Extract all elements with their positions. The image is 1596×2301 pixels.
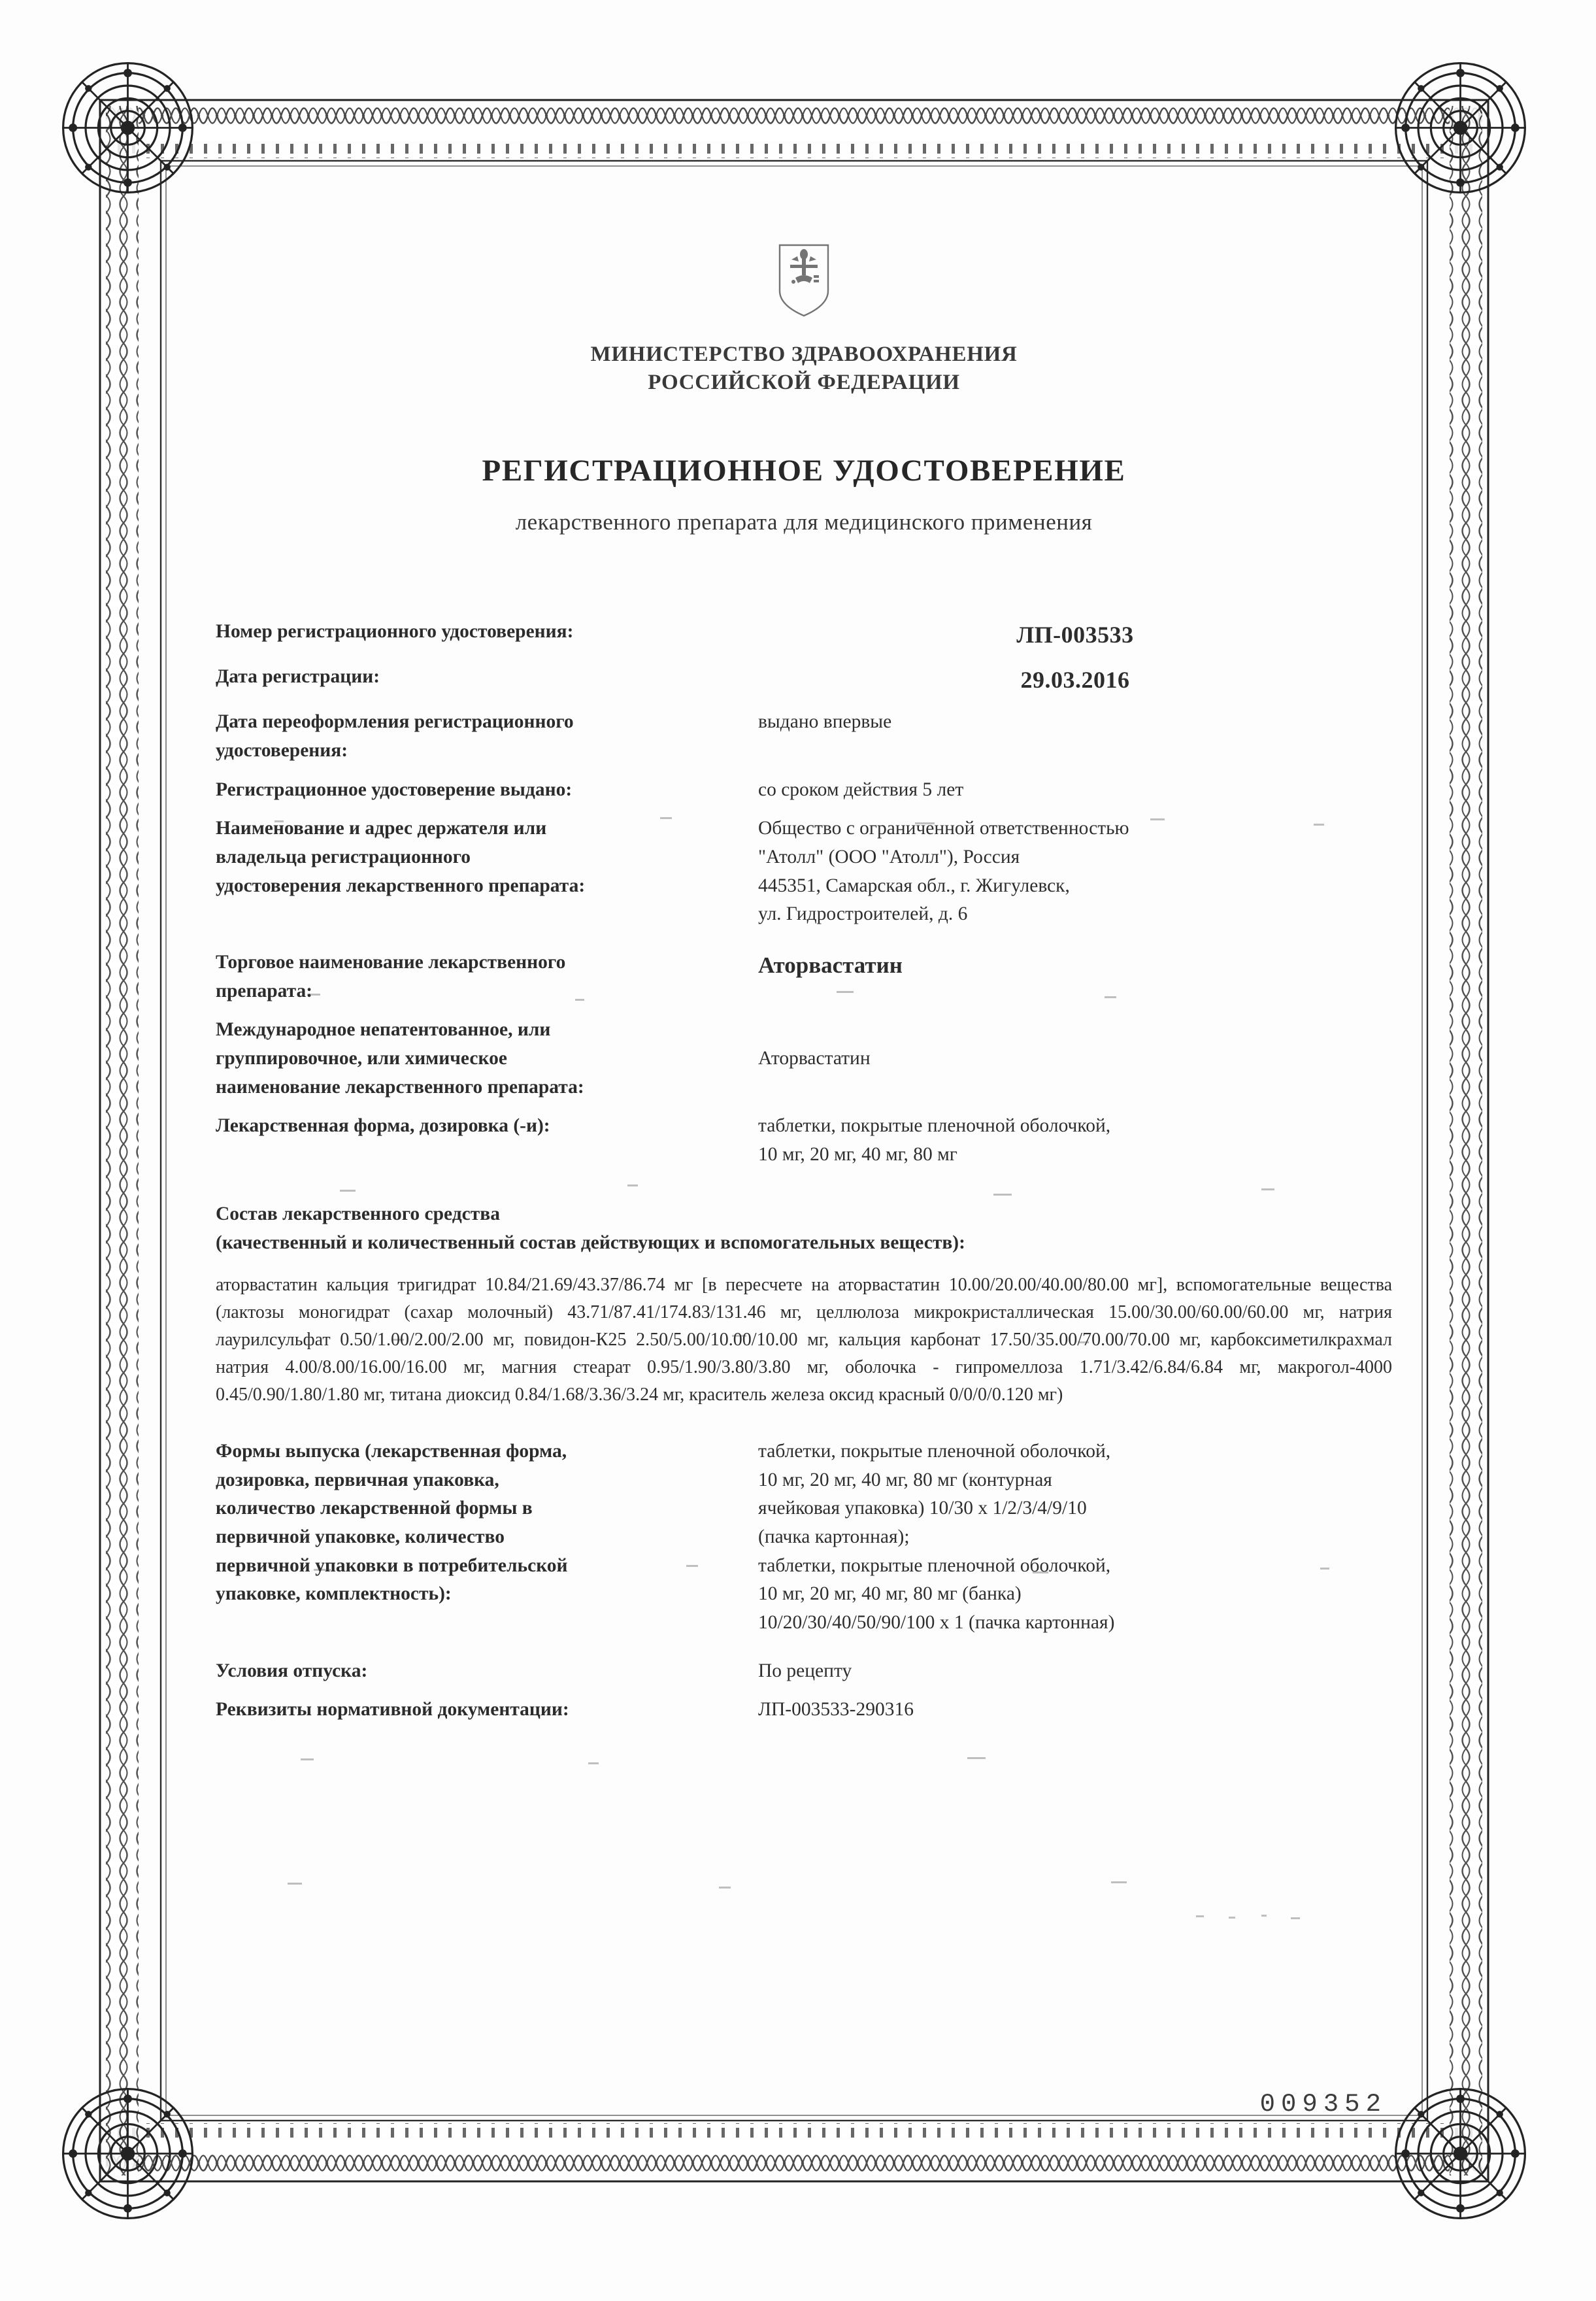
value-reg-date: 29.03.2016: [1020, 667, 1130, 694]
label-inn-line-1: Международное непатентованное, или: [216, 1019, 551, 1041]
label-release-forms-line-3: количество лекарственной формы в: [216, 1498, 533, 1519]
corner-rosette-top-left: [58, 58, 198, 198]
value-release-forms-line-5: таблетки, покрытые пленочной оболочкой,: [758, 1554, 1111, 1576]
label-holder: [216, 815, 758, 900]
ministry-line-1: МИНИСТЕРСТВО ЗДРАВООХРАНЕНИЯ: [590, 343, 1018, 366]
label-reissue-date-line-2: удостоверения:: [216, 739, 348, 761]
label-inn-line-2: группировочное, или химическое: [216, 1047, 507, 1069]
label-inn: [216, 1016, 758, 1101]
label-release-forms-line-2: дозировка, первичная упаковка,: [216, 1469, 499, 1490]
label-trade-name-line-1: Торговое наименование лекарственного: [216, 951, 566, 973]
ministry-heading: [216, 341, 1392, 397]
value-release-forms: [758, 1437, 1392, 1638]
value-release-forms-line-3: ячейковая упаковка) 10/30 х 1/2/3/4/9/10: [758, 1498, 1087, 1519]
value-dispensing: По рецепту: [758, 1660, 852, 1681]
value-holder-line-1: Общество с ограниченной ответственностью: [758, 818, 1129, 839]
label-release-forms-line-5: первичной упаковки в потребительской: [216, 1554, 568, 1576]
value-reissue-date: выдано впервые: [758, 711, 892, 733]
label-issued-with: Регистрационное удостоверение выдано:: [216, 779, 573, 800]
label-release-forms-line-1: Формы выпуска (лекарственная форма,: [216, 1441, 567, 1462]
corner-rosette-bottom-left: [58, 2083, 198, 2224]
label-normative-docs: Реквизиты нормативной документации:: [216, 1699, 569, 1721]
field-row-issued-with: [216, 776, 1392, 805]
label-release-forms-line-4: первичной упаковке, количество: [216, 1526, 505, 1547]
label-release-forms: [216, 1437, 758, 1609]
label-trade-name-line-2: препарата:: [216, 980, 313, 1001]
field-row-dispensing: [216, 1657, 1392, 1686]
composition-text: аторвастатин кальция тригидрат 10.84/21.69/43.37/86.74 мг [в пересчете на аторвастатин 10.00/20.00/40.00/80.00 мг], вспомогательные вещества (лактозы моногидрат (сахар молочный) 43.71/87.41/174.83/131.46 мг, целлюлоза микрокристаллическая 15.00/30.00/60.00/60.00 мг, натрия лаурилсульфат 0.50/1.00/2.00/2.00 мг, повидон-К25 2.50/5.00/10.00/10.00 мг, кальция карбонат 17.50/35.00/70.00/70.00 мг, карбоксиметилкрахмал натрия 4.00/8.00/16.00/16.00 мг, магния стеарат 0.95/1.90/3.80/3.80 мг, оболочка - гипромеллоза 1.71/3.42/6.84/6.84 мг, макрогол-4000 0.45/0.90/1.80/1.80 мг, титана диоксид 0.84/1.68/3.36/3.24 мг, краситель железа оксид красный 0/0/0/0.120 мг): [216, 1275, 1392, 1405]
label-inn-line-3: наименование лекарственного препарата:: [216, 1076, 584, 1098]
label-holder-line-2: владельца регистрационного: [216, 846, 471, 867]
emblem-container: [216, 244, 1392, 317]
composition-heading-line-2: (качественный и количественный состав действующих и вспомогательных веществ):: [216, 1232, 965, 1253]
value-inn: Аторвастатин: [758, 1048, 871, 1069]
value-release-forms-line-4: (пачка картонная);: [758, 1526, 910, 1547]
field-row-release-forms: [216, 1437, 1392, 1638]
label-reg-number: Номер регистрационного удостоверения:: [216, 620, 574, 642]
value-normative-docs: ЛП-003533-290316: [758, 1699, 914, 1721]
label-holder-line-3: удостоверения лекарственного препарата:: [216, 875, 586, 896]
label-reissue-date-line-1: Дата переоформления регистрационного: [216, 711, 574, 733]
value-holder-line-4: ул. Гидростроителей, д. 6: [758, 903, 968, 925]
ministry-line-2: РОССИЙСКОЙ ФЕДЕРАЦИИ: [648, 370, 960, 394]
field-row-reg-number: [216, 618, 1392, 652]
label-reissue-date: [216, 708, 758, 765]
label-reg-date: Дата регистрации:: [216, 666, 380, 688]
corner-rosette-bottom-right: [1390, 2083, 1531, 2224]
value-release-forms-line-6: 10 мг, 20 мг, 40 мг, 80 мг (банка): [758, 1583, 1022, 1605]
value-dosage-form-line-1: таблетки, покрытые пленочной оболочкой,: [758, 1115, 1111, 1137]
composition-heading: [216, 1200, 1392, 1258]
field-row-reissue-date: [216, 708, 1392, 765]
field-row-holder: [216, 815, 1392, 929]
label-dosage-form: Лекарственная форма, дозировка (-и):: [216, 1115, 550, 1137]
value-issued-with: со сроком действия 5 лет: [758, 779, 964, 800]
field-row-dosage-form: [216, 1112, 1392, 1169]
label-holder-line-1: Наименование и адрес держателя или: [216, 818, 547, 839]
composition-heading-line-1: Состав лекарственного средства: [216, 1203, 500, 1224]
label-dispensing: Условия отпуска:: [216, 1660, 368, 1681]
document-title: РЕГИСТРАЦИОННОЕ УДОСТОВЕРЕНИЕ: [482, 453, 1126, 488]
value-reg-number: ЛП-003533: [1016, 621, 1134, 648]
field-row-reg-date: [216, 663, 1392, 697]
document-serial-number: 009352: [1259, 2090, 1387, 2119]
value-dosage-form: [758, 1112, 1392, 1169]
value-release-forms-line-7: 10/20/30/40/50/90/100 х 1 (пачка картонная): [758, 1611, 1115, 1633]
field-row-inn: [216, 1016, 1392, 1101]
value-holder-line-3: 445351, Самарская обл., г. Жигулевск,: [758, 875, 1070, 896]
label-release-forms-line-6: упаковке, комплектность):: [216, 1583, 452, 1605]
russian-federation-coat-of-arms-icon: [776, 244, 832, 317]
label-trade-name: [216, 949, 758, 1005]
document-subtitle: лекарственного препарата для медицинского применения: [515, 509, 1093, 535]
value-holder-line-2: "Атолл" (ООО "Атолл"), Россия: [758, 846, 1020, 867]
certificate-content: [216, 167, 1392, 2121]
value-release-forms-line-1: таблетки, покрытые пленочной оболочкой,: [758, 1441, 1111, 1462]
value-dosage-form-line-2: 10 мг, 20 мг, 40 мг, 80 мг: [758, 1143, 957, 1165]
value-release-forms-line-2: 10 мг, 20 мг, 40 мг, 80 мг (контурная: [758, 1469, 1052, 1490]
corner-rosette-top-right: [1390, 58, 1531, 198]
field-row-normative-docs: [216, 1696, 1392, 1724]
fields-table: [216, 618, 1392, 1724]
value-holder: [758, 815, 1392, 929]
value-trade-name: Аторвастатин: [758, 952, 903, 978]
field-row-trade-name: [216, 949, 1392, 1005]
